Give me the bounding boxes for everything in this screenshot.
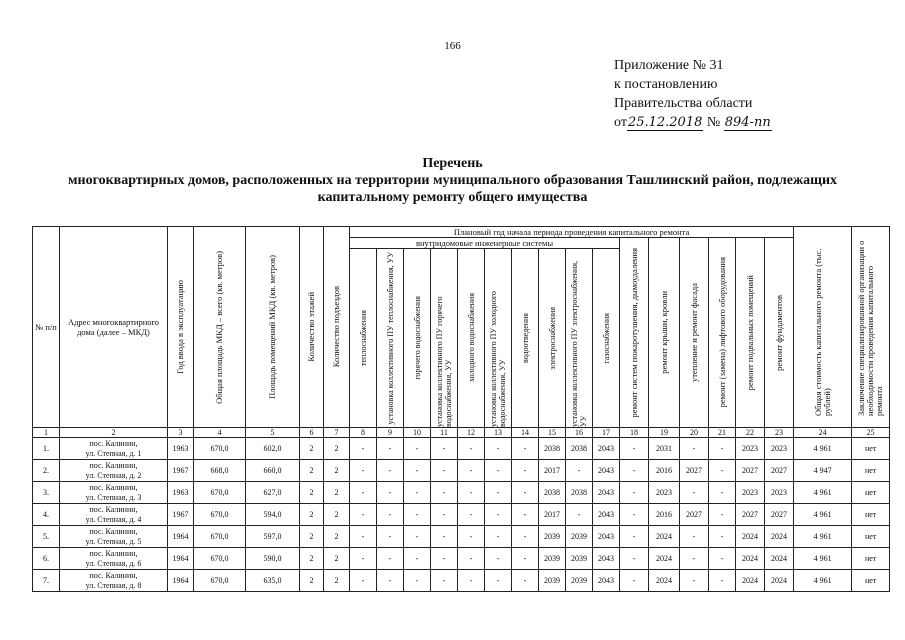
cost-cell: 4 961 bbox=[794, 504, 852, 526]
c10-cell: - bbox=[404, 504, 431, 526]
appendix-line-1: Приложение № 31 bbox=[614, 58, 724, 73]
address-settlement: пос. Калинин, bbox=[89, 570, 138, 580]
c23-cell: 2027 bbox=[765, 460, 794, 482]
n-cell: 2. bbox=[33, 460, 60, 482]
c11-cell: - bbox=[431, 438, 458, 460]
c9-cell: - bbox=[377, 526, 404, 548]
floors-cell: 2 bbox=[300, 504, 324, 526]
table-row bbox=[33, 548, 890, 570]
note-cell: нет bbox=[852, 526, 890, 548]
repair-register-table bbox=[32, 226, 890, 592]
c9-cell: - bbox=[377, 460, 404, 482]
address-cell bbox=[60, 504, 168, 526]
c12-cell: - bbox=[458, 570, 485, 592]
header-premises-area: Площадь помещений МКД (кв. метров) bbox=[267, 255, 277, 399]
ent-cell: 2 bbox=[324, 570, 350, 592]
c8-cell: - bbox=[350, 482, 377, 504]
column-number-row bbox=[33, 428, 890, 438]
column-number: 10 bbox=[404, 428, 431, 438]
cost-cell: 4 961 bbox=[794, 548, 852, 570]
appendix-block bbox=[614, 56, 772, 132]
c17-cell: 2043 bbox=[593, 548, 620, 570]
header-c12: холодного водоснабжения bbox=[466, 293, 476, 383]
c22-cell: 2027 bbox=[736, 460, 765, 482]
c13-cell: - bbox=[485, 504, 512, 526]
c12-cell: - bbox=[458, 548, 485, 570]
address-street: ул. Степная, д. 2 bbox=[85, 470, 142, 480]
table-row bbox=[33, 438, 890, 460]
c16-cell: 2039 bbox=[566, 548, 593, 570]
header-internal-systems: внутридомовые инженерные системы bbox=[350, 238, 620, 249]
c23-cell: 2024 bbox=[765, 548, 794, 570]
prem-cell: 627,0 bbox=[246, 482, 300, 504]
address-street: ул. Степная, д. 6 bbox=[85, 558, 142, 568]
column-number: 21 bbox=[709, 428, 736, 438]
c22-cell: 2024 bbox=[736, 526, 765, 548]
header-c20: утепление и ремонт фасада bbox=[688, 282, 699, 383]
c16-cell: 2039 bbox=[566, 570, 593, 592]
c10-cell: - bbox=[404, 438, 431, 460]
year-cell: 1963 bbox=[168, 482, 194, 504]
c22-cell: 2023 bbox=[736, 482, 765, 504]
c19-cell: 2023 bbox=[649, 482, 680, 504]
ent-cell: 2 bbox=[324, 482, 350, 504]
c19-cell: 2024 bbox=[649, 548, 680, 570]
c16-cell: - bbox=[566, 504, 593, 526]
c8-cell: - bbox=[350, 460, 377, 482]
total-cell: 670,0 bbox=[194, 504, 246, 526]
address-street: ул. Степная, д. 5 bbox=[85, 536, 142, 546]
address-cell bbox=[60, 482, 168, 504]
cost-cell: 4 947 bbox=[794, 460, 852, 482]
c20-cell: 2027 bbox=[680, 504, 709, 526]
header-year: Год ввода в эксплуатацию bbox=[175, 280, 185, 374]
c18-cell: - bbox=[620, 548, 649, 570]
column-number: 19 bbox=[649, 428, 680, 438]
c12-cell: - bbox=[458, 482, 485, 504]
address-settlement: пос. Калинин, bbox=[89, 548, 138, 558]
c12-cell: - bbox=[458, 460, 485, 482]
year-cell: 1967 bbox=[168, 460, 194, 482]
address-cell bbox=[60, 526, 168, 548]
title-line-3: капитальному ремонту общего имущества bbox=[317, 190, 588, 205]
c23-cell: 2027 bbox=[765, 504, 794, 526]
decree-number: 894-пп bbox=[724, 115, 771, 130]
cost-cell: 4 961 bbox=[794, 526, 852, 548]
c17-cell: 2043 bbox=[593, 526, 620, 548]
column-number: 9 bbox=[377, 428, 404, 438]
floors-cell: 2 bbox=[300, 548, 324, 570]
c20-cell: - bbox=[680, 482, 709, 504]
cost-cell: 4 961 bbox=[794, 570, 852, 592]
c13-cell: - bbox=[485, 570, 512, 592]
address-cell bbox=[60, 548, 168, 570]
c19-cell: 2024 bbox=[649, 526, 680, 548]
header-c16: установка коллективного ПУ электроснабжения, УУ bbox=[570, 261, 588, 427]
floors-cell: 2 bbox=[300, 438, 324, 460]
ent-cell: 2 bbox=[324, 504, 350, 526]
c14-cell: - bbox=[512, 460, 539, 482]
c18-cell: - bbox=[620, 526, 649, 548]
c17-cell: 2043 bbox=[593, 460, 620, 482]
column-number: 1 bbox=[33, 428, 60, 438]
header-c14: водоотведения bbox=[520, 313, 530, 363]
total-cell: 670,0 bbox=[194, 570, 246, 592]
number-sign: № bbox=[706, 115, 721, 130]
header-c13: установка коллективного ПУ холодного водоснабжения, УУ bbox=[489, 291, 507, 427]
n-cell: 3. bbox=[33, 482, 60, 504]
c23-cell: 2023 bbox=[765, 482, 794, 504]
c18-cell: - bbox=[620, 460, 649, 482]
header-c11: установка коллективного ПУ горячего водоснабжения, УУ bbox=[435, 296, 453, 427]
header-c19: ремонт крыши, кровли bbox=[658, 291, 669, 374]
c10-cell: - bbox=[404, 526, 431, 548]
c9-cell: - bbox=[377, 438, 404, 460]
c21-cell: - bbox=[709, 438, 736, 460]
floors-cell: 2 bbox=[300, 460, 324, 482]
year-cell: 1964 bbox=[168, 548, 194, 570]
table-row bbox=[33, 460, 890, 482]
c22-cell: 2024 bbox=[736, 548, 765, 570]
column-number: 24 bbox=[794, 428, 852, 438]
c23-cell: 2023 bbox=[765, 438, 794, 460]
c17-cell: 2043 bbox=[593, 482, 620, 504]
c21-cell: - bbox=[709, 526, 736, 548]
table-row bbox=[33, 526, 890, 548]
prem-cell: 594,0 bbox=[246, 504, 300, 526]
c9-cell: - bbox=[377, 482, 404, 504]
c11-cell: - bbox=[431, 570, 458, 592]
c10-cell: - bbox=[404, 460, 431, 482]
header-c21: ремонт (замена) лифтового оборудования bbox=[716, 257, 727, 408]
c19-cell: 2031 bbox=[649, 438, 680, 460]
c14-cell: - bbox=[512, 438, 539, 460]
c10-cell: - bbox=[404, 570, 431, 592]
table-row bbox=[33, 504, 890, 526]
column-number: 5 bbox=[246, 428, 300, 438]
header-conclusion: Заключение специализированной организации о необходимости проведения капитального ремонта bbox=[856, 240, 885, 416]
header-planned-year: Плановый год начала периода проведения капитального ремонта bbox=[350, 227, 794, 238]
c18-cell: - bbox=[620, 570, 649, 592]
c11-cell: - bbox=[431, 482, 458, 504]
c19-cell: 2016 bbox=[649, 460, 680, 482]
column-number: 25 bbox=[852, 428, 890, 438]
floors-cell: 2 bbox=[300, 526, 324, 548]
header-c22: ремонт подвальных помещений bbox=[744, 274, 755, 391]
n-cell: 4. bbox=[33, 504, 60, 526]
appendix-line-2: к постановлению bbox=[614, 77, 718, 92]
c22-cell: 2023 bbox=[736, 438, 765, 460]
ent-cell: 2 bbox=[324, 438, 350, 460]
n-cell: 7. bbox=[33, 570, 60, 592]
note-cell: нет bbox=[852, 548, 890, 570]
header-floors: Количество этажей bbox=[306, 292, 316, 362]
column-number: 7 bbox=[324, 428, 350, 438]
c13-cell: - bbox=[485, 460, 512, 482]
c10-cell: - bbox=[404, 482, 431, 504]
note-cell: нет bbox=[852, 482, 890, 504]
ent-cell: 2 bbox=[324, 526, 350, 548]
c15-cell: 2038 bbox=[539, 482, 566, 504]
address-settlement: пос. Калинин, bbox=[89, 482, 138, 492]
c16-cell: - bbox=[566, 460, 593, 482]
c9-cell: - bbox=[377, 504, 404, 526]
column-number: 4 bbox=[194, 428, 246, 438]
year-cell: 1967 bbox=[168, 504, 194, 526]
address-street: ул. Степная, д. 1 bbox=[85, 448, 142, 458]
address-settlement: пос. Калинин, bbox=[89, 438, 138, 448]
c20-cell: - bbox=[680, 438, 709, 460]
title-line-2: многоквартирных домов, расположенных на территории муниципального образования Ташлинский район, подлежащих bbox=[67, 173, 838, 188]
column-number: 17 bbox=[593, 428, 620, 438]
c11-cell: - bbox=[431, 504, 458, 526]
note-cell: нет bbox=[852, 570, 890, 592]
c16-cell: 2038 bbox=[566, 482, 593, 504]
header-c23: ремонт фундаментов bbox=[773, 294, 784, 371]
n-cell: 5. bbox=[33, 526, 60, 548]
address-cell bbox=[60, 570, 168, 592]
c12-cell: - bbox=[458, 526, 485, 548]
address-cell bbox=[60, 460, 168, 482]
floors-cell: 2 bbox=[300, 570, 324, 592]
c17-cell: 2043 bbox=[593, 438, 620, 460]
n-cell: 1. bbox=[33, 438, 60, 460]
c22-cell: 2027 bbox=[736, 504, 765, 526]
header-num: № п/п bbox=[33, 227, 60, 428]
c23-cell: 2024 bbox=[765, 526, 794, 548]
address-cell bbox=[60, 438, 168, 460]
c21-cell: - bbox=[709, 460, 736, 482]
c9-cell: - bbox=[377, 548, 404, 570]
c19-cell: 2016 bbox=[649, 504, 680, 526]
address-street: ул. Степная, д. 4 bbox=[85, 514, 142, 524]
page-number: 166 bbox=[444, 40, 461, 52]
c21-cell: - bbox=[709, 570, 736, 592]
c15-cell: 2017 bbox=[539, 504, 566, 526]
c8-cell: - bbox=[350, 570, 377, 592]
prem-cell: 660,0 bbox=[246, 460, 300, 482]
c13-cell: - bbox=[485, 548, 512, 570]
c16-cell: 2039 bbox=[566, 526, 593, 548]
column-number: 12 bbox=[458, 428, 485, 438]
column-number: 3 bbox=[168, 428, 194, 438]
c16-cell: 2038 bbox=[566, 438, 593, 460]
c11-cell: - bbox=[431, 460, 458, 482]
c15-cell: 2039 bbox=[539, 548, 566, 570]
cost-cell: 4 961 bbox=[794, 438, 852, 460]
ent-cell: 2 bbox=[324, 548, 350, 570]
address-settlement: пос. Калинин, bbox=[89, 460, 138, 470]
header-c15: электроснабжения bbox=[547, 306, 557, 370]
c21-cell: - bbox=[709, 548, 736, 570]
header-c18: ремонт систем пожаротушения, дымоудаления bbox=[628, 247, 639, 418]
header-address: Адрес многоквартирного дома (далее – МКД) bbox=[60, 227, 168, 428]
column-number: 20 bbox=[680, 428, 709, 438]
c17-cell: 2043 bbox=[593, 504, 620, 526]
c11-cell: - bbox=[431, 526, 458, 548]
table-row bbox=[33, 570, 890, 592]
note-cell: нет bbox=[852, 504, 890, 526]
c15-cell: 2017 bbox=[539, 460, 566, 482]
c14-cell: - bbox=[512, 482, 539, 504]
c17-cell: 2043 bbox=[593, 570, 620, 592]
total-cell: 668,0 bbox=[194, 460, 246, 482]
address-street: ул. Степная, д. 3 bbox=[85, 492, 142, 502]
year-cell: 1963 bbox=[168, 438, 194, 460]
note-cell: нет bbox=[852, 438, 890, 460]
title-line-1: Перечень bbox=[422, 156, 483, 171]
c14-cell: - bbox=[512, 570, 539, 592]
from-label: от bbox=[614, 115, 627, 130]
address-settlement: пос. Калинин, bbox=[89, 504, 138, 514]
total-cell: 670,0 bbox=[194, 438, 246, 460]
c14-cell: - bbox=[512, 548, 539, 570]
column-number: 8 bbox=[350, 428, 377, 438]
column-number: 6 bbox=[300, 428, 324, 438]
c20-cell: - bbox=[680, 548, 709, 570]
year-cell: 1964 bbox=[168, 570, 194, 592]
address-settlement: пос. Калинин, bbox=[89, 526, 138, 536]
prem-cell: 597,0 bbox=[246, 526, 300, 548]
total-cell: 670,0 bbox=[194, 548, 246, 570]
n-cell: 6. bbox=[33, 548, 60, 570]
ent-cell: 2 bbox=[324, 460, 350, 482]
c8-cell: - bbox=[350, 548, 377, 570]
header-cost: Общая стоимость капитального ремонта (тыс. рублей) bbox=[812, 248, 832, 416]
c13-cell: - bbox=[485, 482, 512, 504]
c22-cell: 2024 bbox=[736, 570, 765, 592]
c18-cell: - bbox=[620, 482, 649, 504]
c14-cell: - bbox=[512, 504, 539, 526]
column-number: 22 bbox=[736, 428, 765, 438]
year-cell: 1964 bbox=[168, 526, 194, 548]
c20-cell: - bbox=[680, 570, 709, 592]
column-number: 11 bbox=[431, 428, 458, 438]
c23-cell: 2024 bbox=[765, 570, 794, 592]
column-number: 16 bbox=[566, 428, 593, 438]
document-title bbox=[0, 155, 905, 206]
signed-date: 25.12.2018 bbox=[627, 115, 703, 130]
address-street: ул. Степная, д. 8 bbox=[85, 580, 142, 590]
c8-cell: - bbox=[350, 438, 377, 460]
floors-cell: 2 bbox=[300, 482, 324, 504]
c18-cell: - bbox=[620, 504, 649, 526]
c9-cell: - bbox=[377, 570, 404, 592]
c13-cell: - bbox=[485, 526, 512, 548]
total-cell: 670,0 bbox=[194, 482, 246, 504]
prem-cell: 602,0 bbox=[246, 438, 300, 460]
prem-cell: 635,0 bbox=[246, 570, 300, 592]
c19-cell: 2024 bbox=[649, 570, 680, 592]
header-c8: теплоснабжения bbox=[358, 310, 368, 366]
column-number: 13 bbox=[485, 428, 512, 438]
c12-cell: - bbox=[458, 438, 485, 460]
header-c17: газоснабжения bbox=[601, 312, 611, 364]
c14-cell: - bbox=[512, 526, 539, 548]
c15-cell: 2038 bbox=[539, 438, 566, 460]
appendix-line-3: Правительства области bbox=[614, 96, 753, 111]
note-cell: нет bbox=[852, 460, 890, 482]
c8-cell: - bbox=[350, 504, 377, 526]
c15-cell: 2039 bbox=[539, 526, 566, 548]
header-c10: горячего водоснабжения bbox=[412, 296, 422, 380]
prem-cell: 590,0 bbox=[246, 548, 300, 570]
c21-cell: - bbox=[709, 504, 736, 526]
appendix-date-line bbox=[614, 113, 772, 132]
c20-cell: - bbox=[680, 526, 709, 548]
c15-cell: 2039 bbox=[539, 570, 566, 592]
header-c9: установка коллективного ПУ теплоснабжения, УУ bbox=[385, 251, 395, 425]
column-number: 23 bbox=[765, 428, 794, 438]
column-number: 18 bbox=[620, 428, 649, 438]
c18-cell: - bbox=[620, 438, 649, 460]
c12-cell: - bbox=[458, 504, 485, 526]
c11-cell: - bbox=[431, 548, 458, 570]
total-cell: 670,0 bbox=[194, 526, 246, 548]
column-number: 14 bbox=[512, 428, 539, 438]
c8-cell: - bbox=[350, 526, 377, 548]
c20-cell: 2027 bbox=[680, 460, 709, 482]
table-body bbox=[33, 438, 890, 592]
column-number: 2 bbox=[60, 428, 168, 438]
column-number: 15 bbox=[539, 428, 566, 438]
header-entrances: Количество подъездов bbox=[331, 286, 341, 368]
header-total-area: Общая площадь МКД – всего (кв. метров) bbox=[214, 250, 224, 404]
c13-cell: - bbox=[485, 438, 512, 460]
cost-cell: 4 961 bbox=[794, 482, 852, 504]
table-row bbox=[33, 482, 890, 504]
c21-cell: - bbox=[709, 482, 736, 504]
c10-cell: - bbox=[404, 548, 431, 570]
